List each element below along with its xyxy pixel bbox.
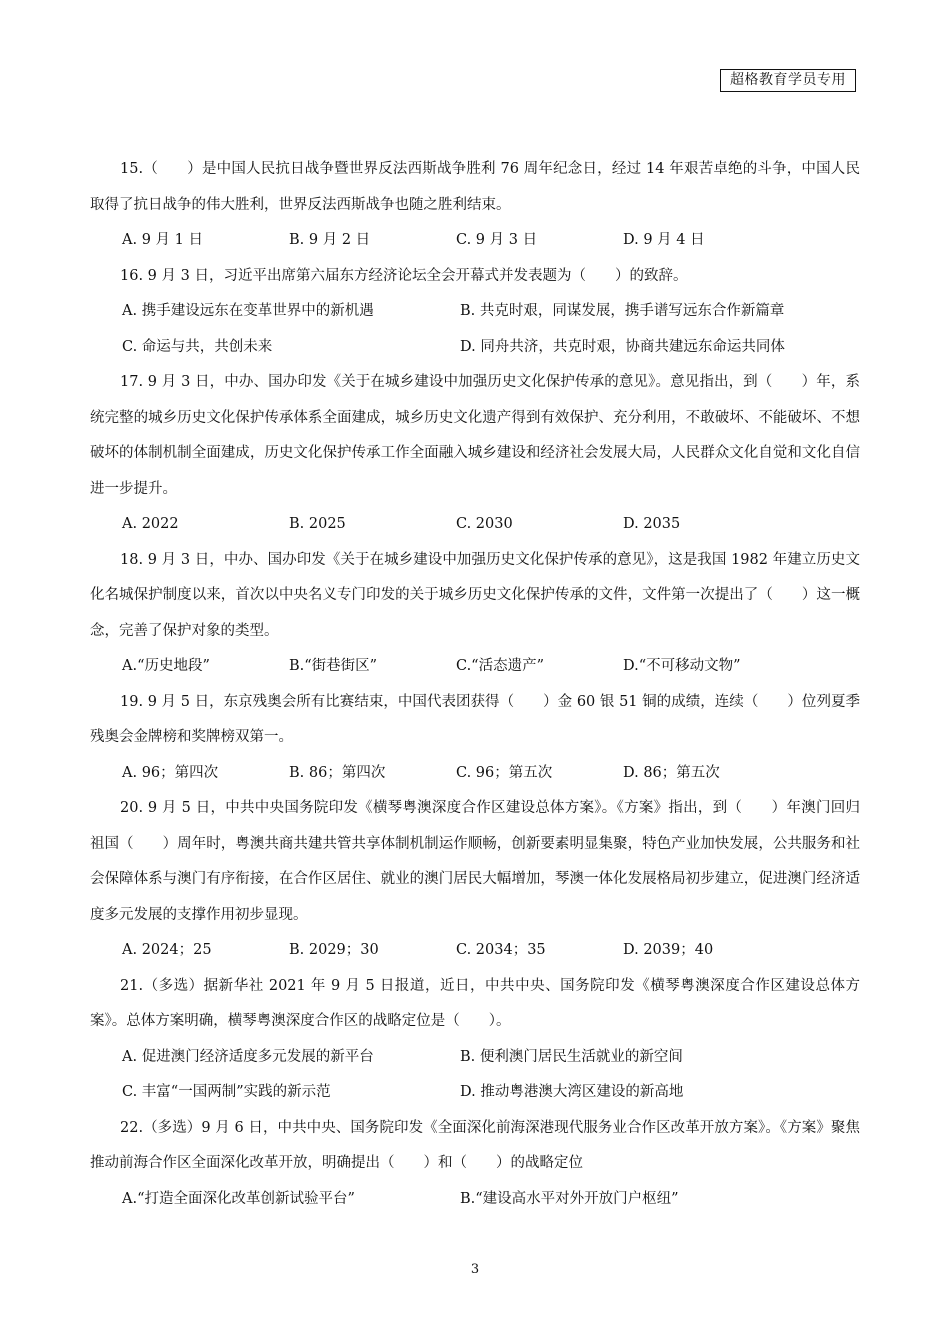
option-c: C.“活态遗产” xyxy=(456,658,545,674)
question-16: 16. 9 月 3 日，习近平出席第六届东方经济论坛全会开幕式并发表题为（ ）的致辞。 xyxy=(120,267,688,284)
options-16-row-2 xyxy=(90,330,860,366)
option-a: A. 2022 xyxy=(122,516,179,532)
option-b: B.“建设高水平对外开放门户枢纽” xyxy=(460,1190,679,1207)
option-c: C. 2034；35 xyxy=(456,942,546,958)
option-b: B. 9 月 2 日 xyxy=(289,232,371,248)
option-a: A. 2024；25 xyxy=(122,942,212,958)
option-d: D. 9 月 4 日 xyxy=(623,232,705,248)
option-c: C. 96；第五次 xyxy=(456,764,553,781)
question-20: 20. 9 月 5 日，中共中央国务院印发《横琴粤澳深度合作区建设总体方案》。《方案》指出，到（ ）年澳门回归祖国（ ）周年时，粤澳共商共建共管共享体制机制运作顺畅，创新要素明显集聚，特色产业加快发展，公共服务和社会保障体系与澳门有序衔接，在合作区居住、就业的澳门居民大幅增加，琴澳一体化发展格局初步建立，促进澳门经济适度多元发展的支撑作用初步显现。 xyxy=(90,800,860,923)
options-15 xyxy=(90,223,860,259)
options-22-row-1 xyxy=(90,1182,860,1218)
option-d: D. 86；第五次 xyxy=(623,764,720,781)
option-c: C. 丰富“一国两制”实践的新示范 xyxy=(122,1084,331,1100)
header-stamp: 超格教育学员专用 xyxy=(720,69,856,92)
options-17 xyxy=(90,507,860,543)
option-b: B. 2025 xyxy=(289,516,346,532)
options-19 xyxy=(90,756,860,792)
option-a: A. 9 月 1 日 xyxy=(122,232,203,248)
option-c: C. 2030 xyxy=(456,516,513,532)
question-21: 21.（多选）据新华社 2021 年 9 月 5 日报道，近日，中共中央、国务院印发《横琴粤澳深度合作区建设总体方案》。总体方案明确，横琴粤澳深度合作区的战略定位是（ ）。 xyxy=(90,977,860,1029)
option-b: B.“街巷街区” xyxy=(289,658,378,674)
option-d: D. 2035 xyxy=(623,516,681,532)
option-d: D.“不可移动文物” xyxy=(623,658,741,674)
option-a: A.“历史地段” xyxy=(122,658,210,674)
option-d: D. 2039；40 xyxy=(623,942,714,958)
option-b: B. 2029；30 xyxy=(289,942,379,958)
option-b: B. 便利澳门居民生活就业的新空间 xyxy=(460,1048,683,1065)
option-c: C. 命运与共，共创未来 xyxy=(122,338,273,355)
question-17: 17. 9 月 3 日，中办、国办印发《关于在城乡建设中加强历史文化保护传承的意见》。意见指出，到（ ）年，系统完整的城乡历史文化保护传承体系全面建成，城乡历史文化遗产得到有效保护、充分利用，不敢破坏、不能破坏、不想破坏的体制机制全面建成，历史文化保护传承工作全面融入城乡建设和经济社会发展大局，人民群众文化自觉和文化自信进一步提升。 xyxy=(90,374,860,497)
question-list xyxy=(90,152,860,1217)
option-a: A. 96；第四次 xyxy=(122,764,219,781)
options-21-row-1 xyxy=(90,1040,860,1076)
question-15: 15.（ ）是中国人民抗日战争暨世界反法西斯战争胜利 76 周年纪念日，经过 14 年艰苦卓绝的斗争，中国人民取得了抗日战争的伟大胜利，世界反法西斯战争也随之胜利结束。 xyxy=(90,161,860,213)
option-d: D. 推动粤港澳大湾区建设的新高地 xyxy=(460,1084,684,1100)
option-d: D. 同舟共济，共克时艰，协商共建远东命运共同体 xyxy=(460,338,785,355)
options-16-row-1 xyxy=(90,294,860,330)
option-c: C. 9 月 3 日 xyxy=(456,232,538,248)
question-18: 18. 9 月 3 日，中办、国办印发《关于在城乡建设中加强历史文化保护传承的意见》，这是我国 1982 年建立历史文化名城保护制度以来，首次以中央名义专门印发的关于城乡历史文化保护传承的文件，文件第一次提出了（ ）这一概念，完善了保护对象的类型。 xyxy=(90,551,860,639)
options-18 xyxy=(90,649,860,685)
option-b: B. 86；第四次 xyxy=(289,764,386,781)
option-a: A.“打造全面深化改革创新试验平台” xyxy=(122,1190,355,1207)
question-22: 22.（多选）9 月 6 日，中共中央、国务院印发《全面深化前海深港现代服务业合作区改革开放方案》。《方案》聚焦推动前海合作区全面深化改革开放，明确提出（ ）和（ ）的战略定位 xyxy=(90,1119,860,1171)
options-20 xyxy=(90,933,860,969)
page-number: 3 xyxy=(470,1262,480,1277)
option-a: A. 促进澳门经济适度多元发展的新平台 xyxy=(122,1048,374,1065)
option-a: A. 携手建设远东在变革世界中的新机遇 xyxy=(122,303,374,319)
question-19: 19. 9 月 5 日，东京残奥会所有比赛结束，中国代表团获得（ ）金 60 银 51 铜的成绩，连续（ ）位列夏季残奥会金牌榜和奖牌榜双第一。 xyxy=(90,693,860,745)
option-b: B. 共克时艰，同谋发展，携手谱写远东合作新篇章 xyxy=(460,303,785,319)
options-21-row-2 xyxy=(90,1075,860,1111)
